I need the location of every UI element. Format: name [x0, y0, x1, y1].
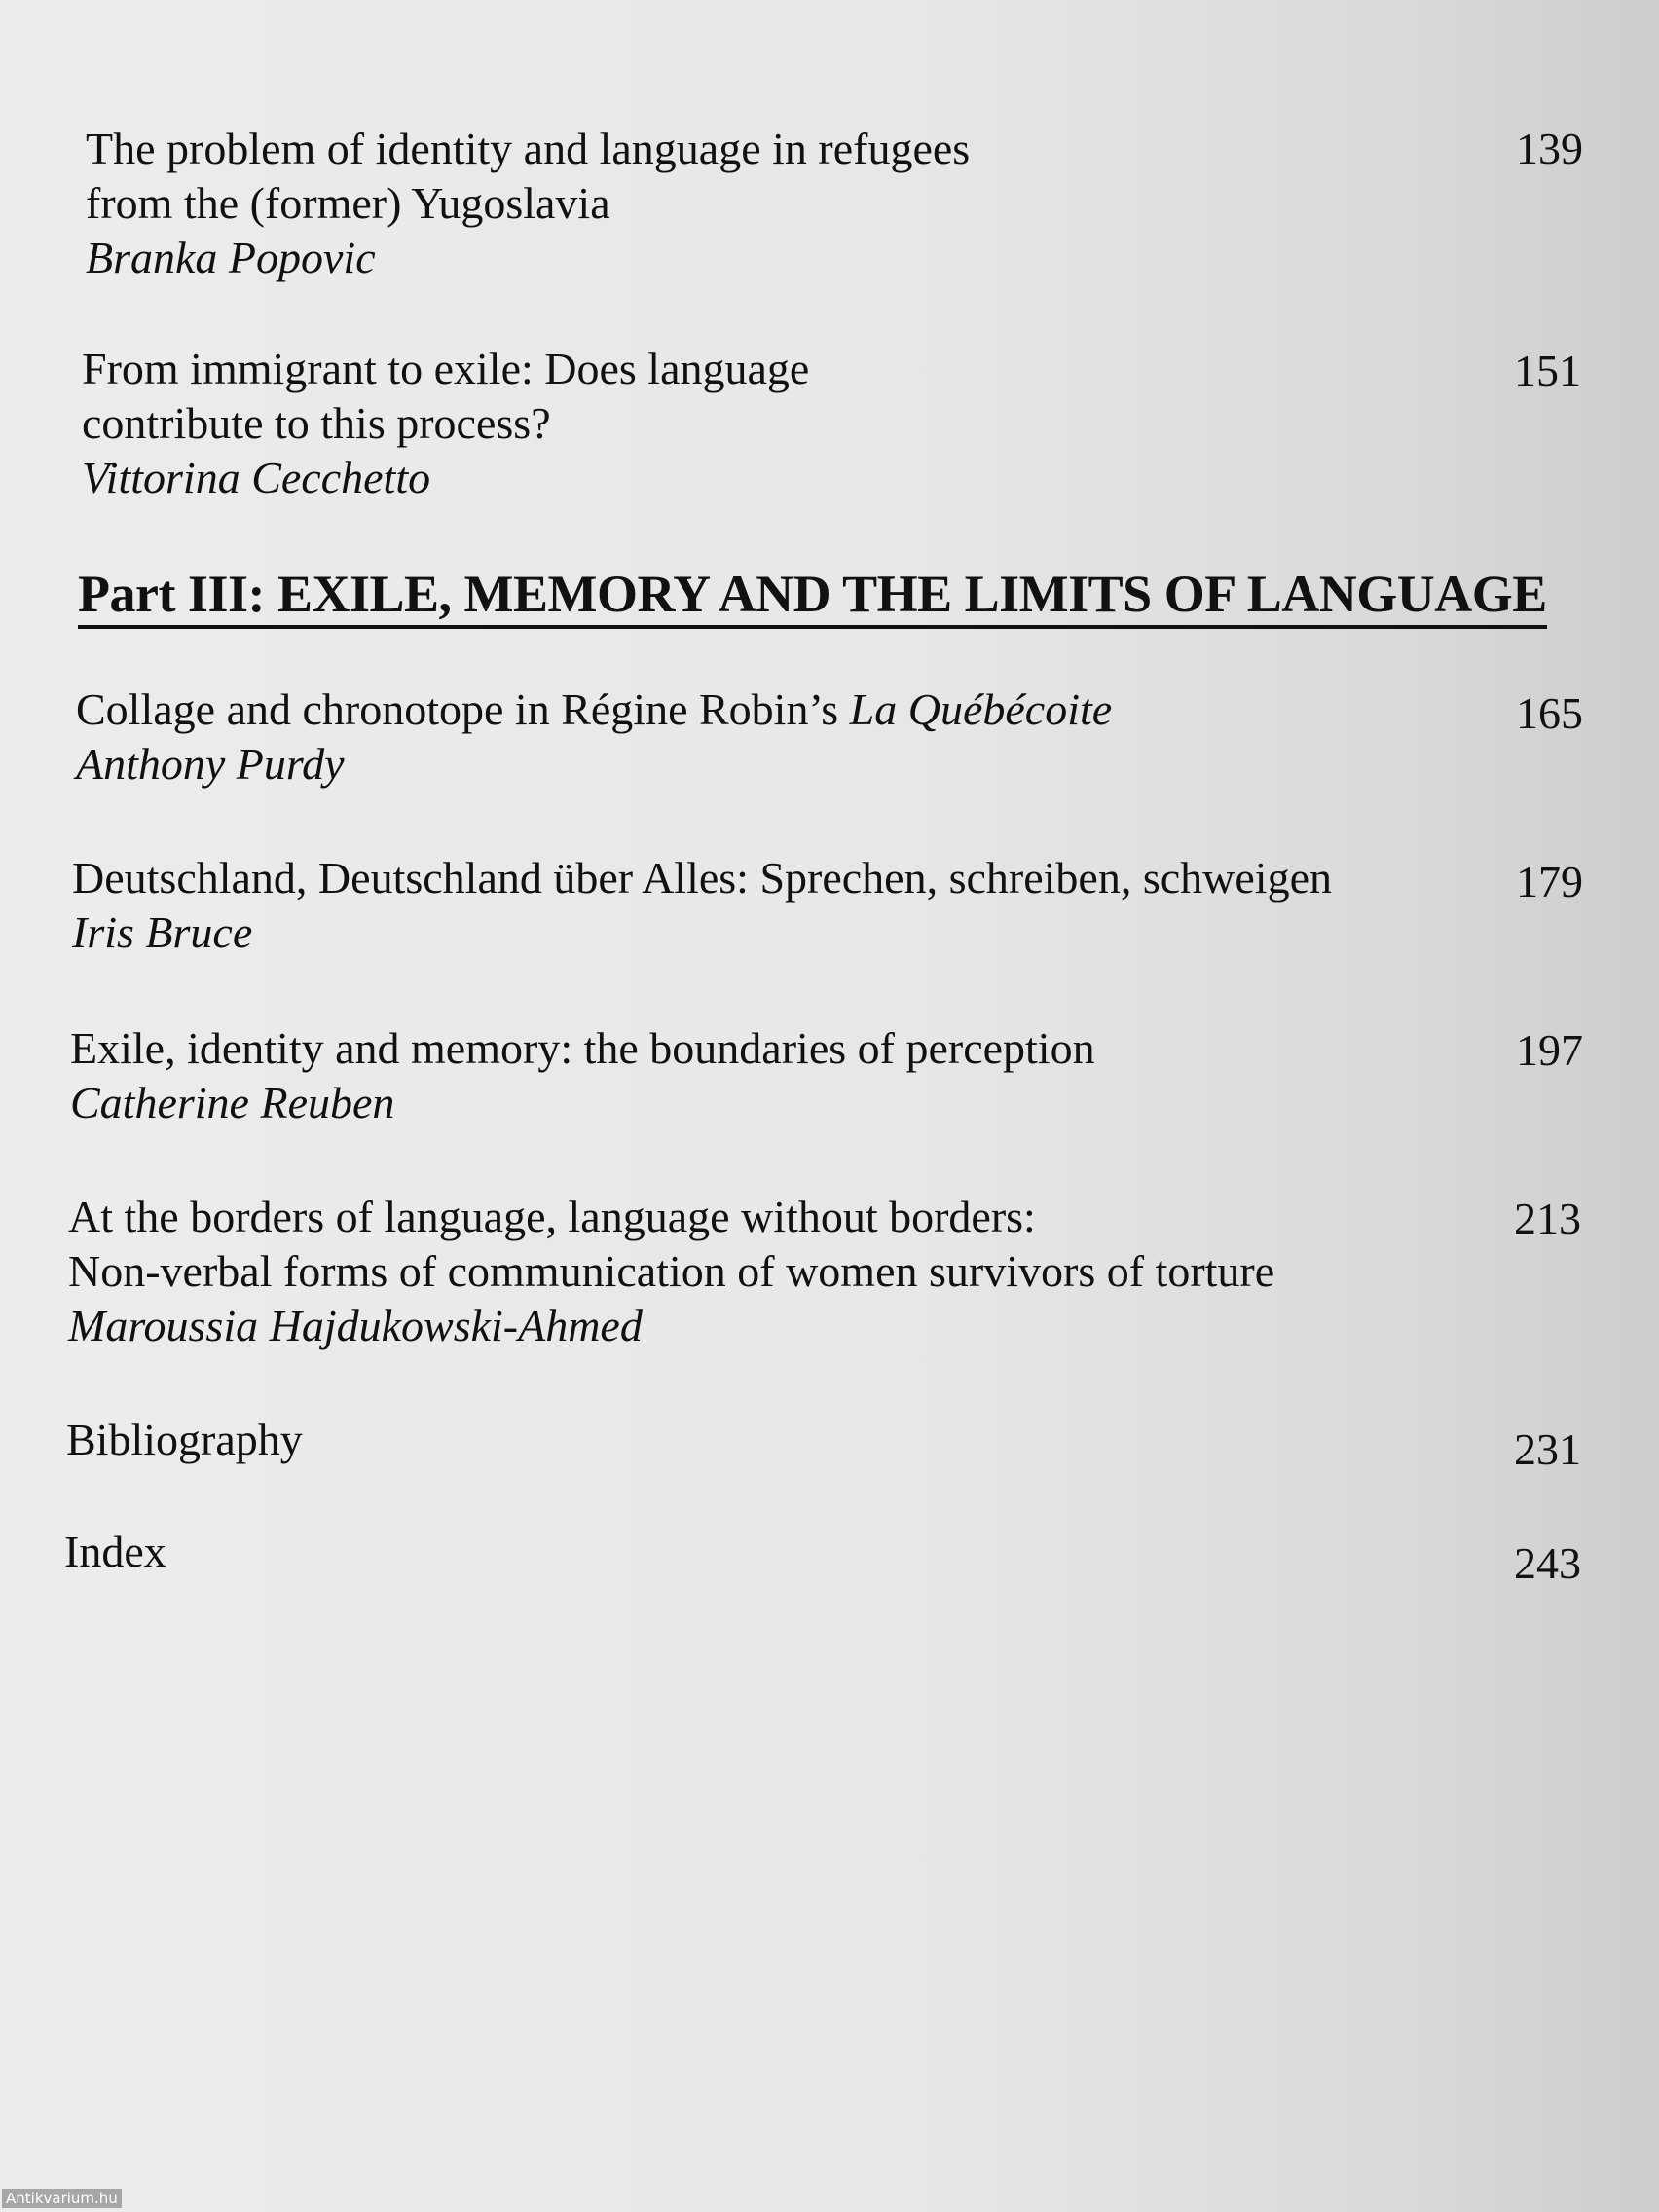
bibliography-label: Bibliography — [66, 1415, 303, 1464]
entry-page-number: 213 — [1514, 1194, 1581, 1243]
entry-title-line: from the (former) Yugoslavia — [86, 178, 610, 228]
entry-title — [76, 682, 1112, 737]
entry-title: Deutschland, Deutschland über Alles: Sprechen, schreiben, schweigen — [72, 853, 1332, 903]
watermark: Antikvarium.hu — [2, 2189, 122, 2208]
part-heading: Part III: EXILE, MEMORY AND THE LIMITS OF LANGUAGE — [78, 563, 1547, 629]
toc-entry-bibliography — [66, 1413, 303, 1467]
entry-title-italic: La Québécoite — [849, 684, 1113, 734]
entry-author: Maroussia Hajdukowski-Ahmed — [68, 1301, 643, 1350]
entry-author: Branka Popovic — [86, 233, 376, 282]
entry-title-line: At the borders of language, language without borders: — [68, 1192, 1036, 1241]
entry-author: Anthony Purdy — [76, 739, 345, 789]
toc-entry-index — [64, 1525, 166, 1579]
toc-entry — [68, 1190, 1274, 1353]
entry-page-number: 139 — [1516, 124, 1583, 173]
entry-title-line: Non-verbal forms of communication of women survivors of torture — [68, 1246, 1275, 1296]
entry-title-text: Collage and chronotope in Régine Robin’s — [76, 684, 850, 734]
toc-entry — [70, 1021, 1095, 1130]
entry-page-number: 231 — [1514, 1424, 1581, 1474]
entry-title-line: From immigrant to exile: Does language — [82, 344, 810, 393]
entry-page-number: 243 — [1514, 1538, 1581, 1588]
entry-title: Exile, identity and memory: the boundaries of perception — [70, 1023, 1095, 1073]
entry-page-number: 165 — [1516, 688, 1583, 738]
entry-author: Iris Bruce — [72, 907, 253, 957]
toc-entry — [82, 342, 809, 505]
entry-author: Vittorina Cecchetto — [82, 453, 431, 502]
entry-title-line: contribute to this process? — [82, 398, 551, 448]
entry-page-number: 151 — [1514, 346, 1581, 395]
toc-entry — [72, 851, 1332, 960]
entry-title-line: The problem of identity and language in refugees — [86, 124, 971, 173]
toc-entry — [86, 122, 970, 285]
entry-author: Catherine Reuben — [70, 1078, 395, 1127]
entry-page-number: 179 — [1516, 857, 1583, 906]
entry-page-number: 197 — [1516, 1025, 1583, 1075]
toc-entry — [76, 682, 1112, 792]
index-label: Index — [64, 1527, 166, 1576]
